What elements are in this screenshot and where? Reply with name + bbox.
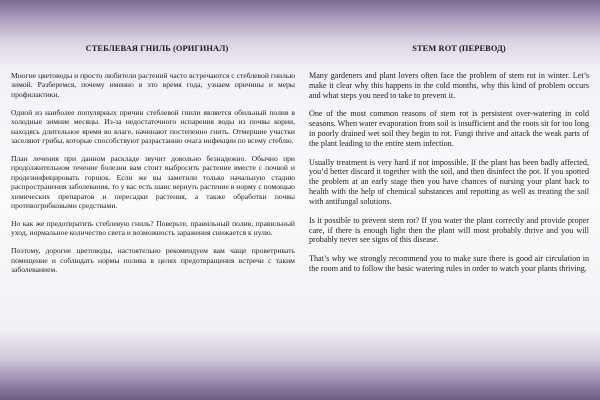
- translation-paragraph-5: That’s why we strongly recommend you to make sure there is good air circulation in the room and to follow the basic watering rules in order to watch your plants thriving.: [309, 253, 589, 273]
- translation-paragraph-3: Usually treatment is very hard if not impossible. If the plant has been badly affected, you’d better discard it together with the soil, and then disinfect the pot. If you spotted the problem at an early stage then you have chances of nursing your plant back to health with the help of chemical substances and repotting as well as treating the soil with antifungal solutions.: [309, 157, 589, 207]
- original-column: [11, 44, 295, 283]
- original-paragraph-5: Поэтому, дорогие цветоводы, настоятельно рекомендуем вам чаще проветривать помещение и соблюдать нормы полива в целях предотвращения встречи с таким заболеванием.: [11, 246, 295, 275]
- original-paragraph-1: Многие цветоводы и просто любители растений часто встречаются с стеблевой гнилью зимой. Разберемся, почему именно в это время года, узнаем причины и меры профилактики.: [11, 71, 295, 99]
- original-paragraph-2: Одной из наиболее популярных причин стеблевой гнили является обильный полив в холодные зимние месяцы. Из-за недостаточного испарения воды из почвы корни, находясь длительное время во влаге, начинают постепенно гнить. Отмершие участки заселяют грибы, которые способствуют разрастанию очага инфекции по всему стеблю.: [11, 107, 295, 146]
- original-paragraph-3: План лечения при данном раскладе звучит довольно безнадежно. Обычно при продолжительном течение болезни вам стоит выбросить растение вместе с почвой и продезинфицировать горшок. Если же вы заметили только начальную стадию распространения заболевания, то у вас есть шанс вернуть растение в норму с помощью химических препаратов и пересадки растения, а также обработки почвы противогрибковыми средствами.: [11, 154, 295, 211]
- original-paragraph-4: Но как же предотвратить стеблевую гниль? Поверьте, правильный полив, правильный уход, нормальное количество света и возможность заражения снижается к нулю.: [11, 219, 295, 238]
- translation-paragraph-2: One of the most common reasons of stem rot is persistent over-watering in cold seasons. When water evaporation from soil is insufficient and the roots sit for too long in poorly drained wet soil they begin to rot. Fungi thrive and attack the weak parts of the plant leading to the entire stem infection.: [309, 109, 589, 149]
- translation-paragraph-1: Many gardeners and plant lovers often face the problem of stem rot in winter. Let’s make it clear why this happens in the cold months, why this kind of problem occurs and what steps you need to take to prevent it.: [309, 71, 589, 100]
- translation-title: STEM ROT (ПЕРЕВОД): [412, 44, 506, 53]
- translation-paragraph-4: Is it possible to prevent stem rot? If you water the plant correctly and provide proper care, if there is enough light then the plant will most probably thrive and you will probably never see signs of this disease.: [309, 215, 589, 245]
- translation-column: [309, 44, 589, 282]
- original-title: СТЕБЛЕВАЯ ГНИЛЬ (ОРИГИНАЛ): [85, 44, 229, 53]
